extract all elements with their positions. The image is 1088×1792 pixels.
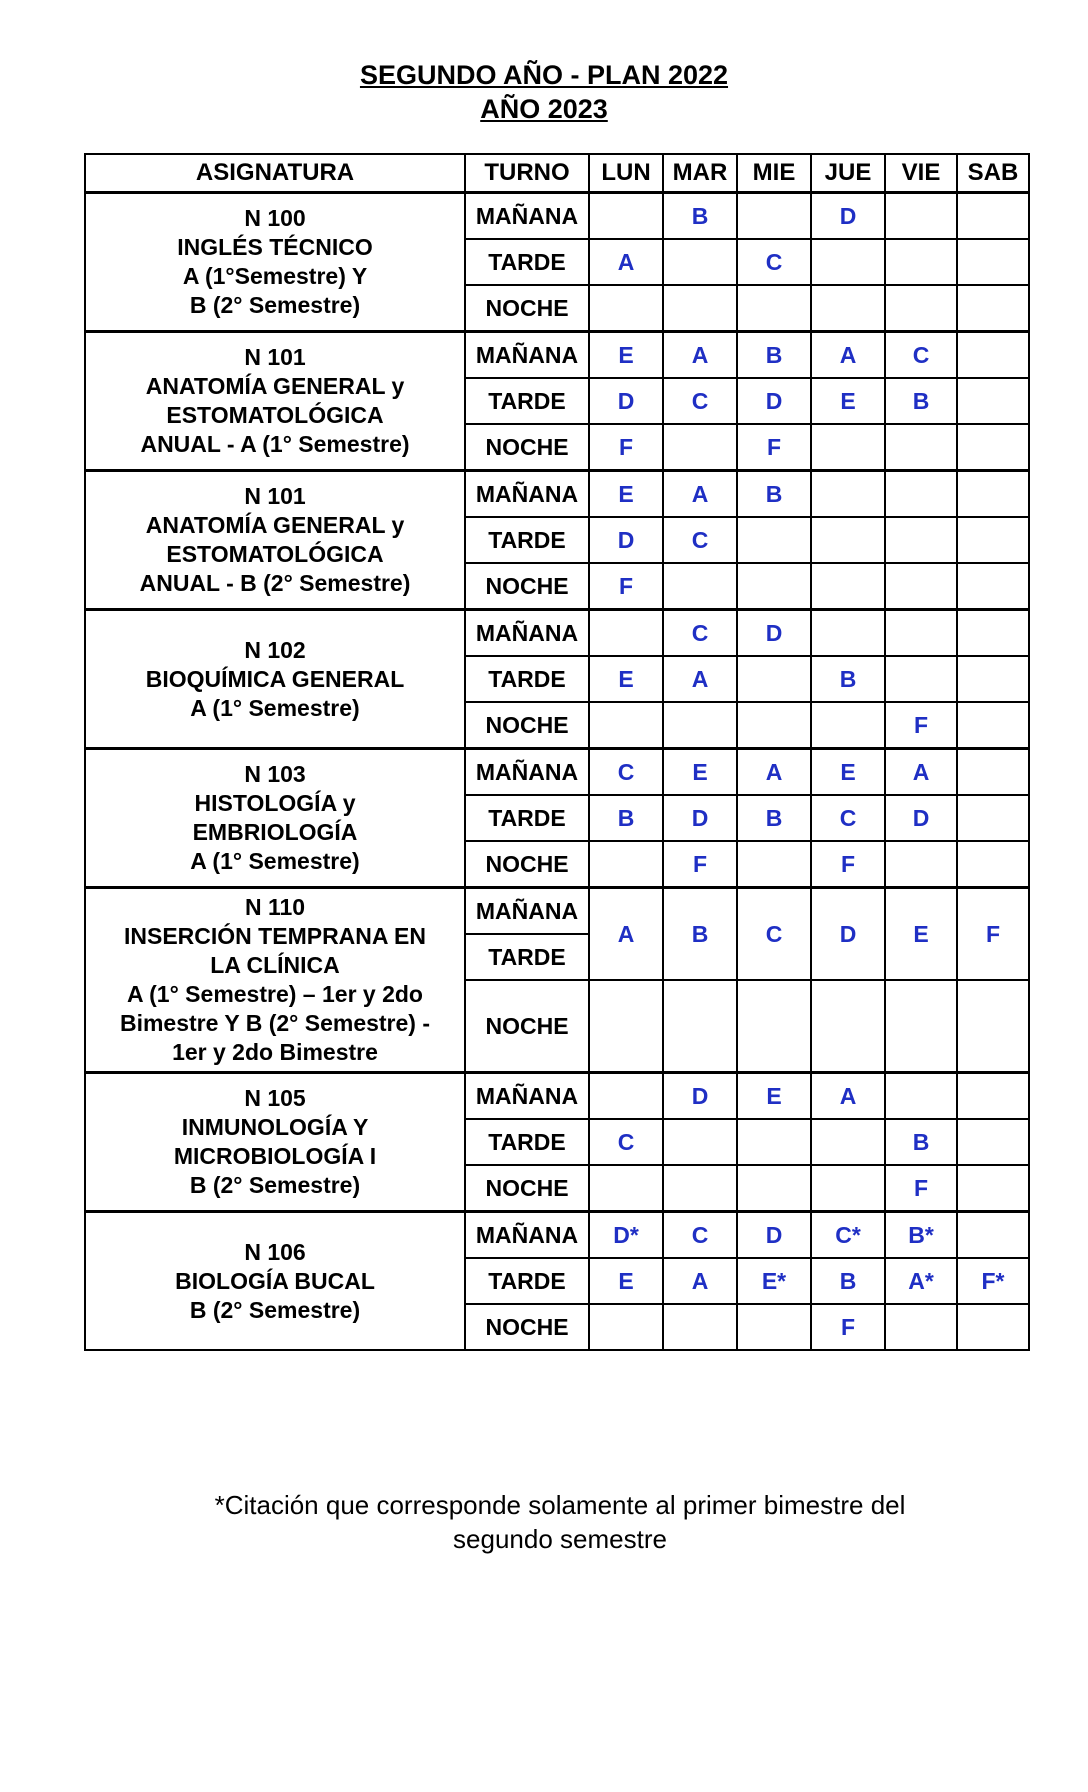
schedule-cell: E <box>589 656 663 702</box>
table-row <box>85 332 1029 379</box>
schedule-cell <box>885 563 957 610</box>
turno-cell: TARDE <box>465 378 589 424</box>
schedule-cell: A <box>663 656 737 702</box>
schedule-cell: C <box>737 888 811 981</box>
schedule-cell: F <box>737 424 811 471</box>
subject-line: N 103 <box>244 761 306 787</box>
schedule-cell: E <box>885 888 957 981</box>
schedule-cell: A <box>663 1258 737 1304</box>
schedule-cell <box>589 610 663 657</box>
subject-line: EMBRIOLOGÍA <box>192 819 358 845</box>
subject-line: N 110 <box>244 894 306 920</box>
turno-cell: TARDE <box>465 1258 589 1304</box>
subject-line: B (2° Semestre) <box>189 1296 361 1323</box>
schedule-cell: C <box>663 378 737 424</box>
schedule-cell: F <box>885 1165 957 1212</box>
turno-cell: NOCHE <box>465 1165 589 1212</box>
schedule-cell <box>885 656 957 702</box>
turno-cell: NOCHE <box>465 841 589 888</box>
schedule-cell: C* <box>811 1212 885 1259</box>
page-subtitle: AÑO 2023 <box>480 94 608 124</box>
schedule-cell <box>663 1304 737 1350</box>
schedule-cell <box>957 1073 1029 1120</box>
schedule-cell: A <box>885 749 957 796</box>
column-header-lun: LUN <box>589 154 663 193</box>
schedule-cell <box>589 980 663 1073</box>
turno-cell: NOCHE <box>465 563 589 610</box>
schedule-cell <box>957 193 1029 240</box>
schedule-cell: A <box>811 1073 885 1120</box>
schedule-cell: B <box>811 1258 885 1304</box>
schedule-cell <box>589 193 663 240</box>
schedule-cell <box>957 239 1029 285</box>
subject-line: ANUAL - A (1° Semestre) <box>140 431 410 457</box>
schedule-cell: C <box>589 749 663 796</box>
schedule-cell <box>957 702 1029 749</box>
subject-line: ESTOMATOLÓGICA <box>166 402 384 428</box>
column-header-vie: VIE <box>885 154 957 193</box>
turno-cell: TARDE <box>465 1119 589 1165</box>
schedule-cell <box>737 1119 811 1165</box>
schedule-cell <box>957 1212 1029 1259</box>
schedule-cell <box>737 193 811 240</box>
schedule-cell <box>589 841 663 888</box>
subject-line: B (2° Semestre) <box>189 1172 361 1198</box>
schedule-cell: B <box>663 888 737 981</box>
schedule-cell: C <box>737 239 811 285</box>
schedule-cell: D <box>885 795 957 841</box>
schedule-cell: B <box>885 1119 957 1165</box>
schedule-cell: F <box>663 841 737 888</box>
turno-cell: NOCHE <box>465 1304 589 1350</box>
subject-line: A (1° Semestre) – 1er y 2do <box>127 981 423 1007</box>
schedule-cell <box>957 749 1029 796</box>
schedule-cell <box>811 980 885 1073</box>
schedule-cell: F <box>811 841 885 888</box>
subject-line: BIOQUÍMICA GENERAL <box>145 665 405 692</box>
schedule-cell: D <box>589 517 663 563</box>
schedule-cell <box>737 285 811 332</box>
column-header-mie: MIE <box>737 154 811 193</box>
turno-cell: MAÑANA <box>465 332 589 379</box>
schedule-cell <box>811 610 885 657</box>
schedule-cell <box>663 702 737 749</box>
schedule-cell: D <box>663 795 737 841</box>
subject-line: ANATOMÍA GENERAL y <box>145 373 405 399</box>
schedule-cell: B <box>737 795 811 841</box>
subject-line: A (1° Semestre) <box>190 848 360 874</box>
subject-cell <box>85 193 465 332</box>
schedule-cell <box>589 1165 663 1212</box>
table-row <box>85 471 1029 518</box>
schedule-cell <box>885 424 957 471</box>
schedule-cell <box>957 841 1029 888</box>
schedule-cell: D <box>737 378 811 424</box>
schedule-cell <box>811 285 885 332</box>
schedule-cell: C <box>663 517 737 563</box>
subject-line: N 101 <box>244 483 306 509</box>
schedule-cell <box>885 193 957 240</box>
schedule-cell <box>737 841 811 888</box>
schedule-cell: E <box>663 749 737 796</box>
schedule-cell <box>885 239 957 285</box>
table-row <box>85 749 1029 796</box>
schedule-cell <box>737 1304 811 1350</box>
schedule-cell <box>811 1119 885 1165</box>
schedule-cell: C <box>589 1119 663 1165</box>
turno-cell: TARDE <box>465 517 589 563</box>
subject-cell <box>85 888 465 1073</box>
schedule-cell: F <box>811 1304 885 1350</box>
subject-line: N 102 <box>244 636 306 663</box>
schedule-cell: B <box>663 193 737 240</box>
schedule-cell: A <box>589 888 663 981</box>
turno-cell: MAÑANA <box>465 1212 589 1259</box>
schedule-cell: F <box>589 424 663 471</box>
schedule-cell <box>957 285 1029 332</box>
schedule-cell <box>737 1165 811 1212</box>
turno-cell: MAÑANA <box>465 1073 589 1120</box>
page-title: SEGUNDO AÑO - PLAN 2022 <box>359 60 729 90</box>
table-header-row <box>85 154 1029 193</box>
schedule-cell <box>957 332 1029 379</box>
subject-line: N 106 <box>244 1238 306 1265</box>
subject-cell <box>85 1212 465 1351</box>
schedule-cell <box>589 702 663 749</box>
schedule-cell <box>885 285 957 332</box>
turno-cell: TARDE <box>465 656 589 702</box>
schedule-cell <box>885 841 957 888</box>
subject-line: N 101 <box>244 344 306 370</box>
schedule-cell <box>957 1119 1029 1165</box>
turno-cell: NOCHE <box>465 285 589 332</box>
column-header-jue: JUE <box>811 154 885 193</box>
table-row <box>85 1212 1029 1259</box>
schedule-cell <box>957 1165 1029 1212</box>
subject-line: INGLÉS TÉCNICO <box>177 234 373 260</box>
turno-cell: TARDE <box>465 239 589 285</box>
schedule-cell <box>663 285 737 332</box>
turno-cell: NOCHE <box>465 424 589 471</box>
schedule-cell <box>957 424 1029 471</box>
schedule-cell: A <box>737 749 811 796</box>
schedule-cell <box>589 1073 663 1120</box>
subject-line: 1er y 2do Bimestre <box>172 1039 378 1065</box>
schedule-cell <box>957 563 1029 610</box>
schedule-cell <box>957 517 1029 563</box>
subject-line: N 100 <box>244 205 306 231</box>
schedule-cell <box>663 563 737 610</box>
subject-cell <box>85 749 465 888</box>
subject-line: BIOLOGÍA BUCAL <box>175 1267 375 1294</box>
schedule-cell <box>663 980 737 1073</box>
turno-cell: NOCHE <box>465 980 589 1073</box>
schedule-cell: B* <box>885 1212 957 1259</box>
schedule-cell: D <box>589 378 663 424</box>
schedule-cell: D <box>737 610 811 657</box>
subject-line: LA CLÍNICA <box>210 952 340 978</box>
schedule-cell: F* <box>957 1258 1029 1304</box>
schedule-cell: C <box>811 795 885 841</box>
schedule-cell <box>811 1165 885 1212</box>
schedule-cell <box>885 1073 957 1120</box>
subject-line: A (1°Semestre) Y <box>182 263 368 289</box>
schedule-cell <box>957 980 1029 1073</box>
schedule-cell <box>737 702 811 749</box>
schedule-cell <box>957 1304 1029 1350</box>
schedule-cell <box>811 517 885 563</box>
table-row <box>85 193 1029 240</box>
subject-line: A (1° Semestre) <box>190 694 360 721</box>
schedule-cell: E <box>589 332 663 379</box>
subject-line: ANUAL - B (2° Semestre) <box>139 570 411 596</box>
subject-line: INMUNOLOGÍA Y <box>181 1114 369 1140</box>
schedule-cell: B <box>885 378 957 424</box>
schedule-cell <box>885 610 957 657</box>
schedule-cell <box>663 1165 737 1212</box>
column-header-mar: MAR <box>663 154 737 193</box>
turno-cell: MAÑANA <box>465 888 589 935</box>
schedule-cell <box>885 471 957 518</box>
schedule-cell: F <box>885 702 957 749</box>
turno-cell: TARDE <box>465 934 589 980</box>
schedule-cell: E <box>737 1073 811 1120</box>
schedule-cell <box>957 795 1029 841</box>
subject-cell <box>85 471 465 610</box>
schedule-cell: E <box>589 471 663 518</box>
schedule-cell <box>811 702 885 749</box>
column-header-asignatura: ASIGNATURA <box>85 154 465 193</box>
column-header-turno: TURNO <box>465 154 589 193</box>
schedule-table <box>84 153 1030 1351</box>
schedule-cell <box>663 1119 737 1165</box>
schedule-cell <box>957 378 1029 424</box>
schedule-cell <box>589 285 663 332</box>
schedule-cell: A <box>663 471 737 518</box>
schedule-cell: A* <box>885 1258 957 1304</box>
footnote <box>0 1488 1088 1556</box>
schedule-cell <box>737 517 811 563</box>
table-row <box>85 888 1029 935</box>
subject-line: ANATOMÍA GENERAL y <box>145 512 405 538</box>
subject-line: MICROBIOLOGÍA I <box>173 1143 377 1169</box>
schedule-cell: D* <box>589 1212 663 1259</box>
turno-cell: MAÑANA <box>465 193 589 240</box>
schedule-cell <box>811 239 885 285</box>
schedule-cell: B <box>811 656 885 702</box>
schedule-cell: E* <box>737 1258 811 1304</box>
schedule-cell <box>811 471 885 518</box>
schedule-cell: F <box>957 888 1029 981</box>
schedule-cell: C <box>663 610 737 657</box>
turno-cell: NOCHE <box>465 702 589 749</box>
schedule-cell: A <box>663 332 737 379</box>
schedule-cell: B <box>737 471 811 518</box>
schedule-cell: C <box>663 1212 737 1259</box>
schedule-cell: C <box>885 332 957 379</box>
schedule-cell <box>957 610 1029 657</box>
subject-cell <box>85 332 465 471</box>
subject-line: HISTOLOGÍA y <box>194 790 356 816</box>
schedule-cell: D <box>811 888 885 981</box>
schedule-cell <box>957 656 1029 702</box>
schedule-cell <box>663 239 737 285</box>
subject-cell <box>85 1073 465 1212</box>
schedule-cell <box>737 656 811 702</box>
schedule-cell: F <box>589 563 663 610</box>
schedule-cell: D <box>663 1073 737 1120</box>
subject-line: B (2° Semestre) <box>189 292 361 318</box>
schedule-cell <box>885 1304 957 1350</box>
schedule-cell <box>737 563 811 610</box>
schedule-cell <box>811 563 885 610</box>
column-header-sab: SAB <box>957 154 1029 193</box>
schedule-cell: E <box>811 378 885 424</box>
subject-line: ESTOMATOLÓGICA <box>166 541 384 567</box>
schedule-cell: D <box>811 193 885 240</box>
schedule-cell: A <box>589 239 663 285</box>
turno-cell: MAÑANA <box>465 471 589 518</box>
schedule-cell: E <box>589 1258 663 1304</box>
schedule-cell: B <box>589 795 663 841</box>
footnote-line-2: segundo semestre <box>453 1524 667 1554</box>
table-row <box>85 610 1029 657</box>
turno-cell: MAÑANA <box>465 610 589 657</box>
subject-cell <box>85 610 465 749</box>
table-row <box>85 1073 1029 1120</box>
schedule-cell: D <box>737 1212 811 1259</box>
schedule-cell <box>663 424 737 471</box>
schedule-cell <box>589 1304 663 1350</box>
schedule-cell: B <box>737 332 811 379</box>
subject-line: Bimestre Y B (2° Semestre) - <box>119 1010 431 1036</box>
schedule-cell: A <box>811 332 885 379</box>
footnote-line-1: *Citación que corresponde solamente al primer bimestre del <box>214 1490 906 1520</box>
schedule-cell <box>885 517 957 563</box>
schedule-cell <box>957 471 1029 518</box>
schedule-cell <box>885 980 957 1073</box>
turno-cell: TARDE <box>465 795 589 841</box>
schedule-cell <box>737 980 811 1073</box>
subject-line: N 105 <box>244 1085 306 1111</box>
schedule-cell: E <box>811 749 885 796</box>
turno-cell: MAÑANA <box>465 749 589 796</box>
schedule-cell <box>811 424 885 471</box>
subject-line: INSERCIÓN TEMPRANA EN <box>124 923 426 949</box>
